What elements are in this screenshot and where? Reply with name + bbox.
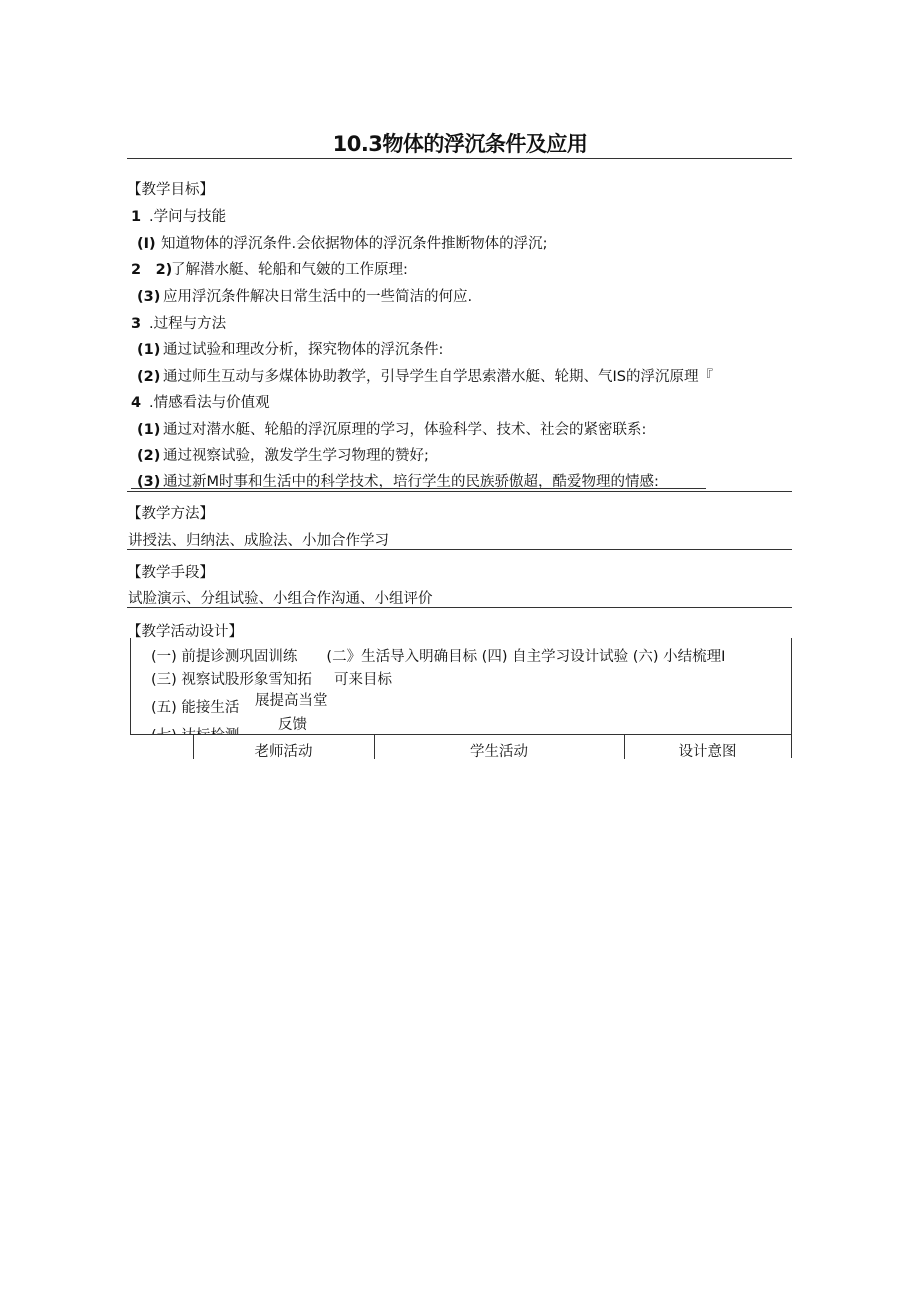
methods-text: 讲授法、归纳法、成脸法、小加合作学习 [128, 533, 389, 549]
title-rule [127, 158, 792, 159]
goal-line: 3 .过程与方法 [131, 316, 227, 332]
methods-rule [127, 549, 792, 550]
design-row: 可来目标 [334, 672, 392, 688]
goal-line: 1 .学问与技能 [131, 209, 227, 225]
design-heading: 【教学活动设计】 [127, 624, 243, 640]
methods-heading: 【教学方法】 [127, 506, 214, 522]
design-row: 反馈 [278, 717, 307, 733]
table-header-intent: 设计意图 [678, 744, 737, 760]
page-title: 10.3物体的浮沉条件及应用 [332, 132, 588, 156]
table-header-teacher: 老师活动 [254, 744, 313, 760]
design-row: 展提高当堂 [255, 693, 328, 709]
goal-line: (1) 通过对潜水艇、轮船的浮沉原理的学习，体验科学、技术、社会的紧密联系: [137, 422, 647, 438]
goal-line: (3) 通过新M时事和生活中的科学技术，培行学生的民族骄傲超，酷爱物理的情感: [137, 474, 659, 490]
means-heading: 【教学手段】 [127, 565, 214, 581]
goals-heading: 【教学目标】 [127, 182, 214, 198]
section-rule [127, 491, 792, 492]
design-row: (一) 前提诊测巩固训练 (二》生活导入明确目标 (四) 自主学习设计试验 (六) 小结梳理I [151, 649, 726, 665]
means-text: 试脸演示、分组试验、小组合作沟通、小组评价 [128, 591, 433, 607]
design-row: (三) 视察试股形象雪知拓 [151, 672, 312, 688]
goal-line: 4 .情感看法与价值观 [131, 395, 270, 411]
goal-line: (2) 通过视察试验，激发学生学习物理的赞好; [137, 448, 429, 464]
goals-rule [131, 488, 706, 489]
goal-line: (I) 知道物体的浮沉条件.会依据物体的浮沉条件推断物体的浮沉; [137, 236, 548, 252]
goal-line: (2) 通过师生互动与多煤体协助教学，引导学生自学思索潜水艇、轮期、气IS的浮沉原理『 [137, 369, 713, 385]
goal-line: (1) 通过试验和理改分析，探究物体的浮沉条件: [137, 342, 444, 358]
table-header-student: 学生活动 [470, 744, 528, 760]
goal-line: (3) 应用浮沉条件解决日常生活中的一些简洁的何应. [137, 289, 473, 305]
means-rule [127, 607, 792, 608]
activity-table-header [130, 734, 791, 759]
design-row: (五) 能接生活 [151, 700, 240, 716]
goal-line: 2 2)了解潜水艇、轮船和气皴的工作原理: [131, 262, 408, 278]
